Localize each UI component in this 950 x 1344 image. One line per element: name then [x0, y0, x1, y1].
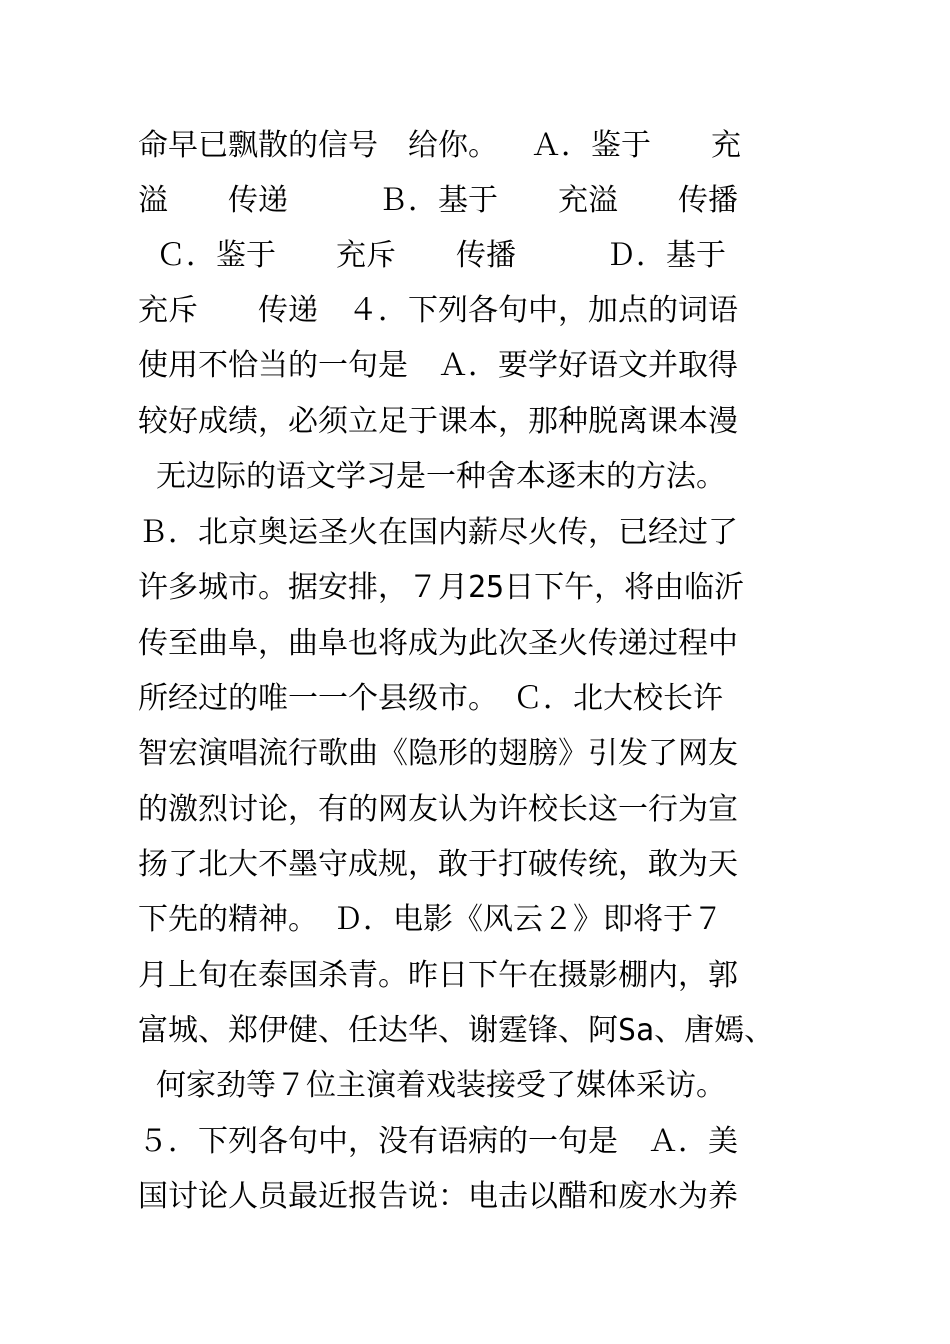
- text-line: 命早已飘散的信号 给你。 Ａ．鉴于 充: [138, 128, 742, 163]
- text-line: 较好成绩，必须立足于课本，那种脱离课本漫: [138, 404, 738, 439]
- text-line: 何家劲等７位主演着戏装接受了媒体采访。: [138, 1068, 727, 1103]
- text-line: 智宏演唱流行歌曲《隐形的翅膀》引发了网友: [138, 736, 738, 771]
- text-line: 扬了北大不墨守成规，敢于打破传统，敢为天: [138, 847, 738, 882]
- text-line: 溢 传递 Ｂ．基于 充溢 传播: [138, 183, 738, 218]
- text-line: 下先的精神。 Ｄ．电影《风云２》即将于７: [138, 902, 723, 937]
- text-line: 许多城市。据安排，７月25日下午，将由临沂: [138, 570, 745, 605]
- text-line: 月上旬在泰国杀青。昨日下午在摄影棚内，郭: [138, 958, 738, 993]
- text-line: 的激烈讨论，有的网友认为许校长这一行为宣: [138, 792, 738, 827]
- text-line: Ｃ．鉴于 充斥 传播 Ｄ．基于: [138, 238, 727, 273]
- text-line: ５．下列各句中，没有语病的一句是 Ａ．美: [138, 1124, 738, 1159]
- text-line: 富城、郑伊健、任达华、谢霆锋、阿Sa、唐嫣、: [138, 1013, 775, 1048]
- text-line: 传至曲阜，曲阜也将成为此次圣火传递过程中: [138, 626, 738, 661]
- text-line: 国讨论人员最近报告说：电击以醋和废水为养: [138, 1179, 738, 1214]
- text-line: 充斥 传递 ４．下列各句中，加点的词语: [138, 293, 738, 328]
- text-line: 使用不恰当的一句是 Ａ．要学好语文并取得: [138, 348, 738, 383]
- text-line: 无边际的语文学习是一种舍本逐末的方法。: [138, 459, 727, 494]
- text-line: Ｂ．北京奥运圣火在国内薪尽火传，已经过了: [138, 515, 738, 550]
- text-line: 所经过的唯一一个县级市。 Ｃ．北大校长许: [138, 681, 723, 716]
